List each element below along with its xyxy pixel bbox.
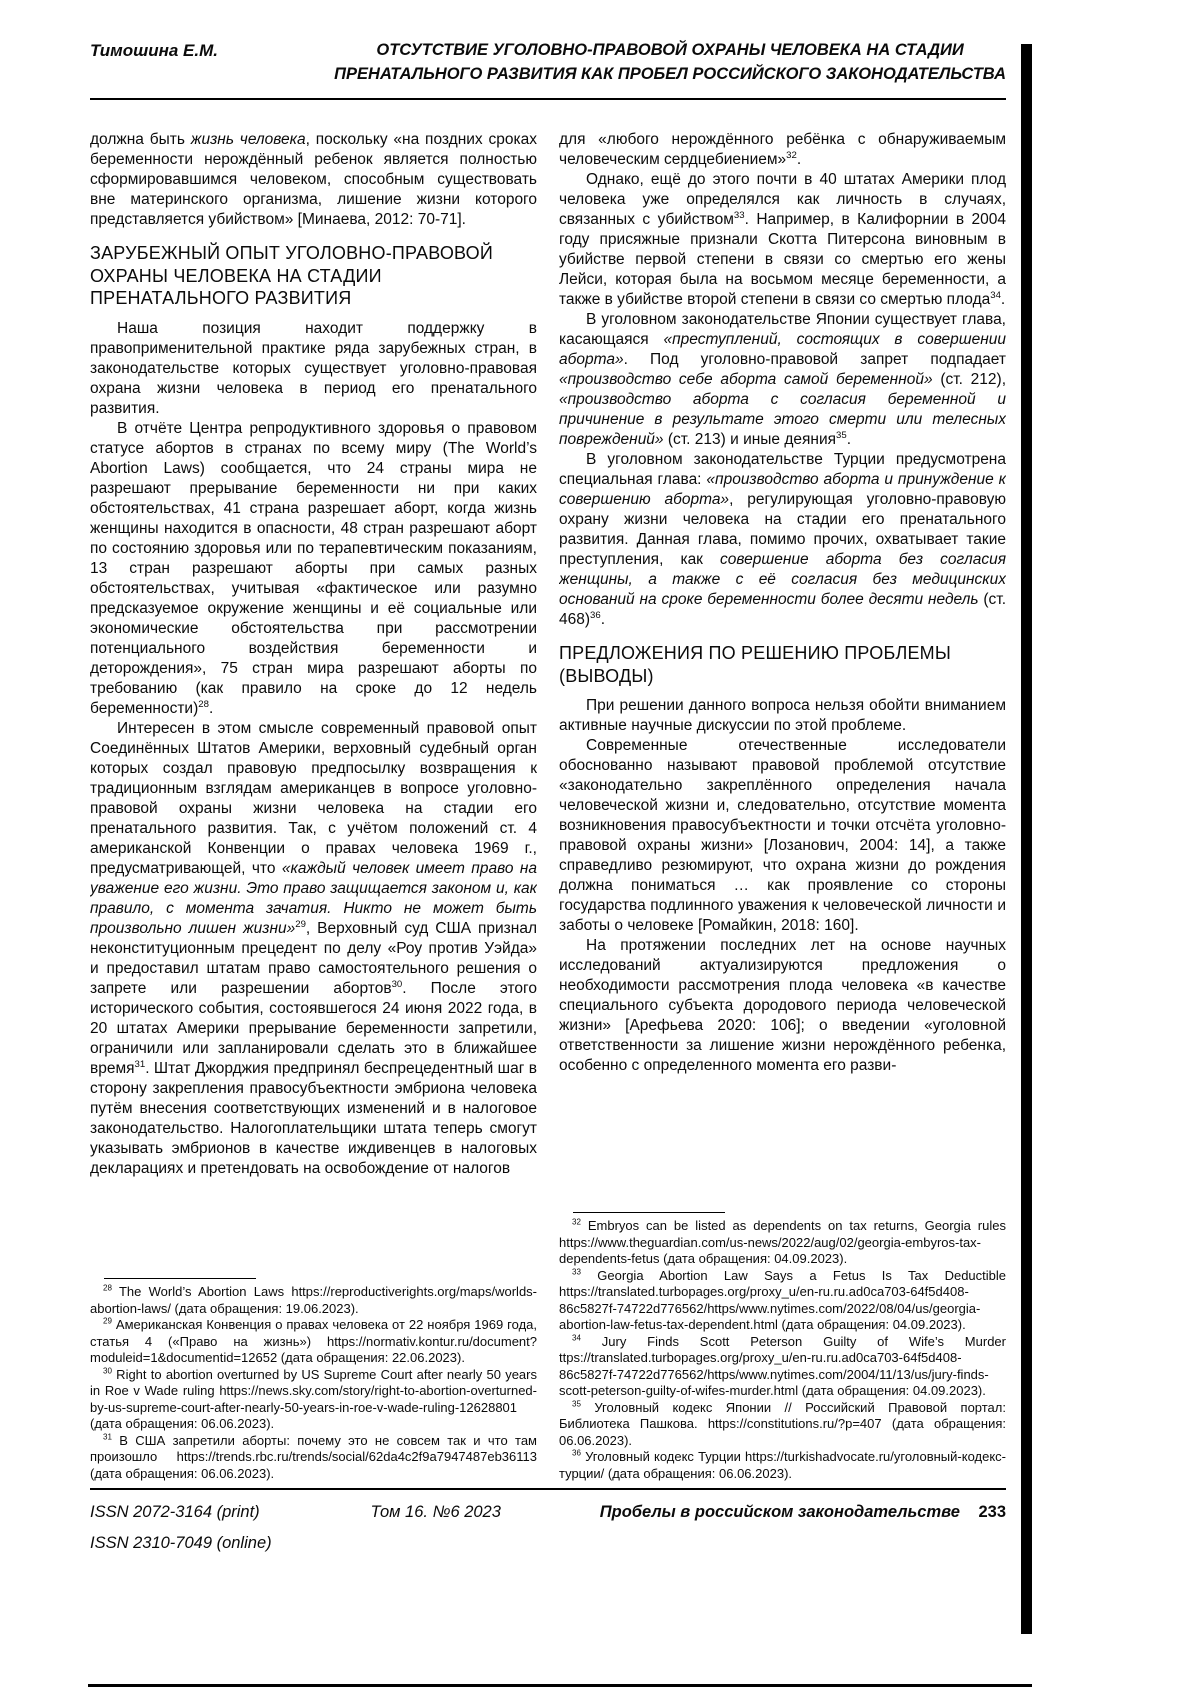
- article-body: [90, 130, 1006, 1482]
- footnote: [90, 1317, 537, 1367]
- footnote-marker: 35: [572, 1399, 581, 1409]
- footnote: [559, 1268, 1006, 1334]
- text-run: должна быть: [90, 131, 191, 148]
- text-run: Embryos can be listed as dependents on tax returns, Georgia rules https://www.theguardian.com/us-news/2022/aug/02/georgia-embyros-tax-dependents-fetus (дата обращения: 04.09.2023).: [559, 1218, 1006, 1266]
- text-run: Уголовный кодекс Турции https://turkishadvocate.ru/уголовный-кодекс-турции/ (дата обращения: 06.06.2023).: [559, 1449, 1006, 1481]
- text-run: «производство себе аборта самой беременной»: [559, 371, 933, 388]
- footnote-marker: 36: [590, 609, 601, 621]
- section-heading: [559, 642, 1006, 687]
- paragraph: [559, 450, 1006, 630]
- text-run: (ст. 213) и иные деяния: [663, 431, 837, 448]
- footnote-marker: 36: [572, 1448, 581, 1458]
- issn-block: [90, 1497, 272, 1559]
- text-run: (ст. 468): [559, 591, 1006, 628]
- text-run: «производство аборта и принуждение к совершению аборта»: [559, 471, 1006, 508]
- section-heading: [90, 242, 537, 310]
- page-footer: [90, 1497, 1006, 1559]
- paragraph: [559, 310, 1006, 450]
- issn-online: ISSN 2310-7049 (online): [90, 1534, 272, 1552]
- paragraph: [559, 170, 1006, 310]
- footnote-marker: 28: [198, 698, 209, 710]
- text-run: , поскольку «на поздних сроках беременности нерождённый ребенок является полностью сформировавшимся человеком, способным существовать вне материнского организма, лишение жизни которого представляется убийством» [Минаева, 2012: 70-71].: [90, 131, 537, 228]
- text-run: .: [846, 431, 852, 448]
- footnote-separator: [104, 1278, 256, 1279]
- journal-name: Пробелы в российском законодательстве: [599, 1503, 960, 1521]
- right-column: [559, 130, 1006, 1482]
- text-run: , Верховный суд США признал неконституционным прецедент по делу «Роу против Уэйда» и предоставил штатам право самостоятельного решения о запрете или разрешении абортов: [90, 919, 537, 997]
- page-edge-bar: [1021, 44, 1032, 1634]
- footnote-marker: 29: [103, 1316, 112, 1326]
- right-column-text: [559, 130, 1006, 1076]
- bottom-rule: [88, 1684, 1032, 1687]
- footnote-marker: 32: [786, 149, 797, 161]
- issue-label: Том 16. №6 2023: [370, 1503, 501, 1521]
- text-run: Американская Конвенция о правах человека от 22 ноября 1969 года, статья 4 («Право на жизнь») https://normativ.kontur.ru/document?moduleid=1&documentid=12652 (дата обращения: 22.06.2023).: [90, 1317, 537, 1365]
- paragraph: [559, 696, 1006, 736]
- text-run: Уголовный кодекс Японии // Российский Правовой портал: Библиотека Пашкова. https://constitutions.ru/?p=407 (дата обращения: 06.06.2023).: [559, 1399, 1006, 1448]
- footnote-marker: 33: [572, 1267, 581, 1277]
- paragraph: [90, 130, 537, 230]
- text-run: .: [208, 699, 214, 717]
- page-header: [90, 38, 1006, 100]
- text-run: . Штат Джорджия предпринял беспрецедентный шаг в сторону закрепления правосубъектности эмбриона человека путём внесения соответствующих изменений и в налоговое законодательство. Налогоплательщики штата теперь смогут указывать эмбрионов в качестве иждивенцев в налоговых декларациях и претендовать на освобождение от налогов: [90, 1059, 537, 1177]
- text-run: для «любого нерождённого ребёнка с обнаруживаемым человеческим сердцебиением»: [559, 131, 1006, 168]
- text-run: ЗАРУБЕЖНЫЙ ОПЫТ УГОЛОВНО-ПРАВОВОЙ ОХРАНЫ ЧЕЛОВЕКА НА СТАДИИ ПРЕНАТАЛЬНОГО РАЗВИТИЯ: [90, 243, 493, 308]
- footnote-separator: [573, 1212, 725, 1213]
- footnote: [559, 1334, 1006, 1400]
- issn-print: ISSN 2072-3164 (print): [90, 1503, 260, 1521]
- text-run: .: [600, 611, 606, 628]
- footnote: [90, 1367, 537, 1433]
- footnote-marker: 31: [103, 1432, 112, 1442]
- footnote-marker: 32: [572, 1217, 581, 1227]
- text-run: Однако, ещё до этого почти в 40 штатах Америки плод человека уже определялся как личность в случаях, связанных с убийством: [559, 171, 1006, 228]
- text-run: «каждый человек имеет право на уважение его жизни. Это право защищается законом и, как правило, с момента зачатия. Никто не может быть произвольно лишен жизни»: [90, 859, 537, 937]
- author-name: Тимошина Е.М.: [90, 41, 218, 60]
- footnote-marker: 30: [391, 978, 403, 990]
- text-run: Наша позиция находит поддержку в правоприменительной практике ряда зарубежных стран, в законодательстве которых существует уголовно-правовая охрана жизни человека в период его пренатального развития.: [90, 319, 537, 417]
- footnote-marker: 35: [836, 429, 847, 441]
- text-run: Right to abortion overturned by US Supreme Court after nearly 50 years in Roe v Wade ruling https://news.sky.com/story/right-to-abortion-overturned-by-us-supreme-court-after-nearly-50-years-in-roe-v-wade-ruling-12628801 (дата обращения: 06.06.2023).: [90, 1366, 537, 1431]
- footnote: [90, 1433, 537, 1483]
- paper-title: ОТСУТСТВИЕ УГОЛОВНО-ПРАВОВОЙ ОХРАНЫ ЧЕЛОВЕКА НА СТАДИИ ПРЕНАТАЛЬНОГО РАЗВИТИЯ КАК ПРОБЕЛ РОССИЙСКОГО ЗАКОНОДАТЕЛЬСТВА: [334, 41, 1006, 83]
- text-run: , регулирующая уголовно-правовую охрану жизни человека на стадии его пренатального развития. Данная глава, помимо прочих, охватывает такие преступления, как: [559, 491, 1006, 568]
- journal-info: [600, 1497, 1006, 1528]
- paragraph: [90, 719, 537, 1179]
- footnote-marker: 28: [103, 1283, 112, 1293]
- text-run: Georgia Abortion Law Says a Fetus Is Tax Deductible https://translated.turbopages.org/proxy_u/en-ru.ru.ad0ca703-64f5d408-86c5827f-74722d776562/https/www.nytimes.com/2022/08/04/us/georgia-abortion-law-fetus-tax-dependent.html (дата обращения: 04.09.2023).: [559, 1267, 1006, 1332]
- footnote: [559, 1449, 1006, 1482]
- text-run: На протяжении последних лет на основе научных исследований актуализируются предложения о необходимости рассмотрения плода человека «в качестве специального субъекта дородового периода человеческой жизни» [Арефьева 2020: 106]; о введении «уголовной ответственности за лишение жизни нерождённого ребенка, особенно с определенного момента его разви-: [559, 937, 1006, 1074]
- paragraph: [559, 736, 1006, 936]
- paragraph: [559, 936, 1006, 1076]
- page-number: 233: [978, 1503, 1006, 1521]
- text-run: «преступлений, состоящих в совершении аборта»: [559, 331, 1006, 368]
- text-run: совершение аборта без согласия женщины, а также с её согласия без медицинских оснований на сроке беременности более десяти недель: [559, 551, 1006, 608]
- text-run: «производство аборта с согласия беременной и причинение в результате этого смерти или телесных повреждений»: [559, 391, 1006, 448]
- left-column-text: [90, 130, 537, 1179]
- text-run: Jury Finds Scott Peterson Guilty of Wife’s Murder ttps://translated.turbopages.org/proxy_u/en-ru.ru.ad0ca703-64f5d408-86c5827f-74722d776562/https/www.nytimes.com/2004/11/13/us/jury-finds-scott-peterson-guilty-of-wifes-murder.html (дата обращения: 04.09.2023).: [559, 1333, 1006, 1398]
- footnote-marker: 33: [733, 209, 745, 221]
- text-run: (ст. 212),: [932, 371, 1006, 388]
- text-run: ПРЕДЛОЖЕНИЯ ПО РЕШЕНИЮ ПРОБЛЕМЫ (ВЫВОДЫ): [559, 643, 952, 686]
- text-run: . Под уголовно-правовой запрет подпадает: [623, 351, 1006, 368]
- footnote: [559, 1218, 1006, 1268]
- paragraph: [90, 419, 537, 719]
- footnote-marker: 31: [134, 1058, 146, 1070]
- right-column-footnotes: [559, 1206, 1006, 1482]
- text-run: В США запретили аборты: почему это не совсем так и что там произошло https://trends.rbc.ru/trends/social/62da4c2f9a7947487eb36113 (дата обращения: 06.06.2023).: [90, 1432, 537, 1481]
- footnote-marker: 30: [103, 1366, 112, 1376]
- left-column-footnotes: [90, 1272, 537, 1482]
- text-run: В отчёте Центра репродуктивного здоровья о правовом статусе абортов в странах по всему миру (The World’s Abortion Laws) сообщается, что 24 страны мира не разрешают прерывание беременности ни при каких обстоятельствах, 41 страна разрешает аборт, когда жизнь женщины находится в опасности, 48 стран разрешают аборт по состоянию здоровья или по терапевтическим показаниям, 13 стран разрешают аборты при самых разных обстоятельствах, учитывая «фактическое или разумно предсказуемое окружение женщины и её социальные или экономические обстоятельства при рассмотрении потенциального воздействия беременности и деторождения», 75 стран мира разрешают аборты по требованию (как правило на сроке до 12 недель беременности): [90, 419, 537, 717]
- text-run: .: [1000, 291, 1006, 308]
- footnote: [90, 1284, 537, 1317]
- text-run: При решении данного вопроса нельзя обойти вниманием активные научные дискуссии по этой проблеме.: [559, 697, 1006, 734]
- left-column: [90, 130, 537, 1482]
- text-run: В уголовном законодательстве Турции предусмотрена специальная глава:: [559, 451, 1006, 488]
- text-run: .: [796, 151, 802, 168]
- footnote: [559, 1400, 1006, 1450]
- paragraph: [90, 319, 537, 419]
- text-run: Интересен в этом смысле современный правовой опыт Соединённых Штатов Америки, верховный судебный орган которых создал правовую предпосылку возвращения к традиционным взглядам американцев в вопросе уголовно-правовой охраны жизни человека на стадии его пренатального развития. Так, с учётом положений ст. 4 американской Конвенции о правах человека 1969 г., предусматривающей, что: [90, 719, 537, 877]
- footnote-marker: 29: [295, 918, 306, 930]
- text-run: Современные отечественные исследователи обоснованно называют правовой проблемой отсутствие «законодательно закреплённого определения начала человеческой жизни и, следовательно, отсутствие момента возникновения правосубъектности и точки отсчёта уголовно-правовой охраны жизни» [Лозанович, 2004: 14], а также справедливо резюмируют, что охрана жизни до рождения должна пониматься … как проявление со стороны государства подлинного уважения к человеческой личности и заботы о человеке [Ромайкин, 2018: 160].: [559, 737, 1006, 934]
- footnote-marker: 34: [572, 1333, 581, 1343]
- text-run: жизнь человека: [190, 131, 306, 148]
- footnote-marker: 34: [990, 289, 1001, 301]
- paragraph: [559, 130, 1006, 170]
- footer-rule: [90, 1488, 1006, 1490]
- text-run: В уголовном законодательстве Японии существует глава, касающаяся: [559, 311, 1006, 348]
- text-run: . Например, в Калифорнии в 2004 году присяжные признали Скотта Питерсона виновным в убийстве первой степени в связи со смертью его жены Лейси, которая была на восьмом месяце беременности, а также в убийстве второй степени в связи со смертью плода: [559, 211, 1006, 308]
- text-run: The World’s Abortion Laws https://reproductiverights.org/maps/worlds-abortion-laws/ (дата обращения: 19.06.2023).: [90, 1284, 537, 1316]
- text-run: . После этого исторического события, состоявшегося 24 июня 2022 года, в 20 штатах Америки прерывание беременности запретили, ограничили или запланировали сделать это в ближайшее время: [90, 979, 537, 1077]
